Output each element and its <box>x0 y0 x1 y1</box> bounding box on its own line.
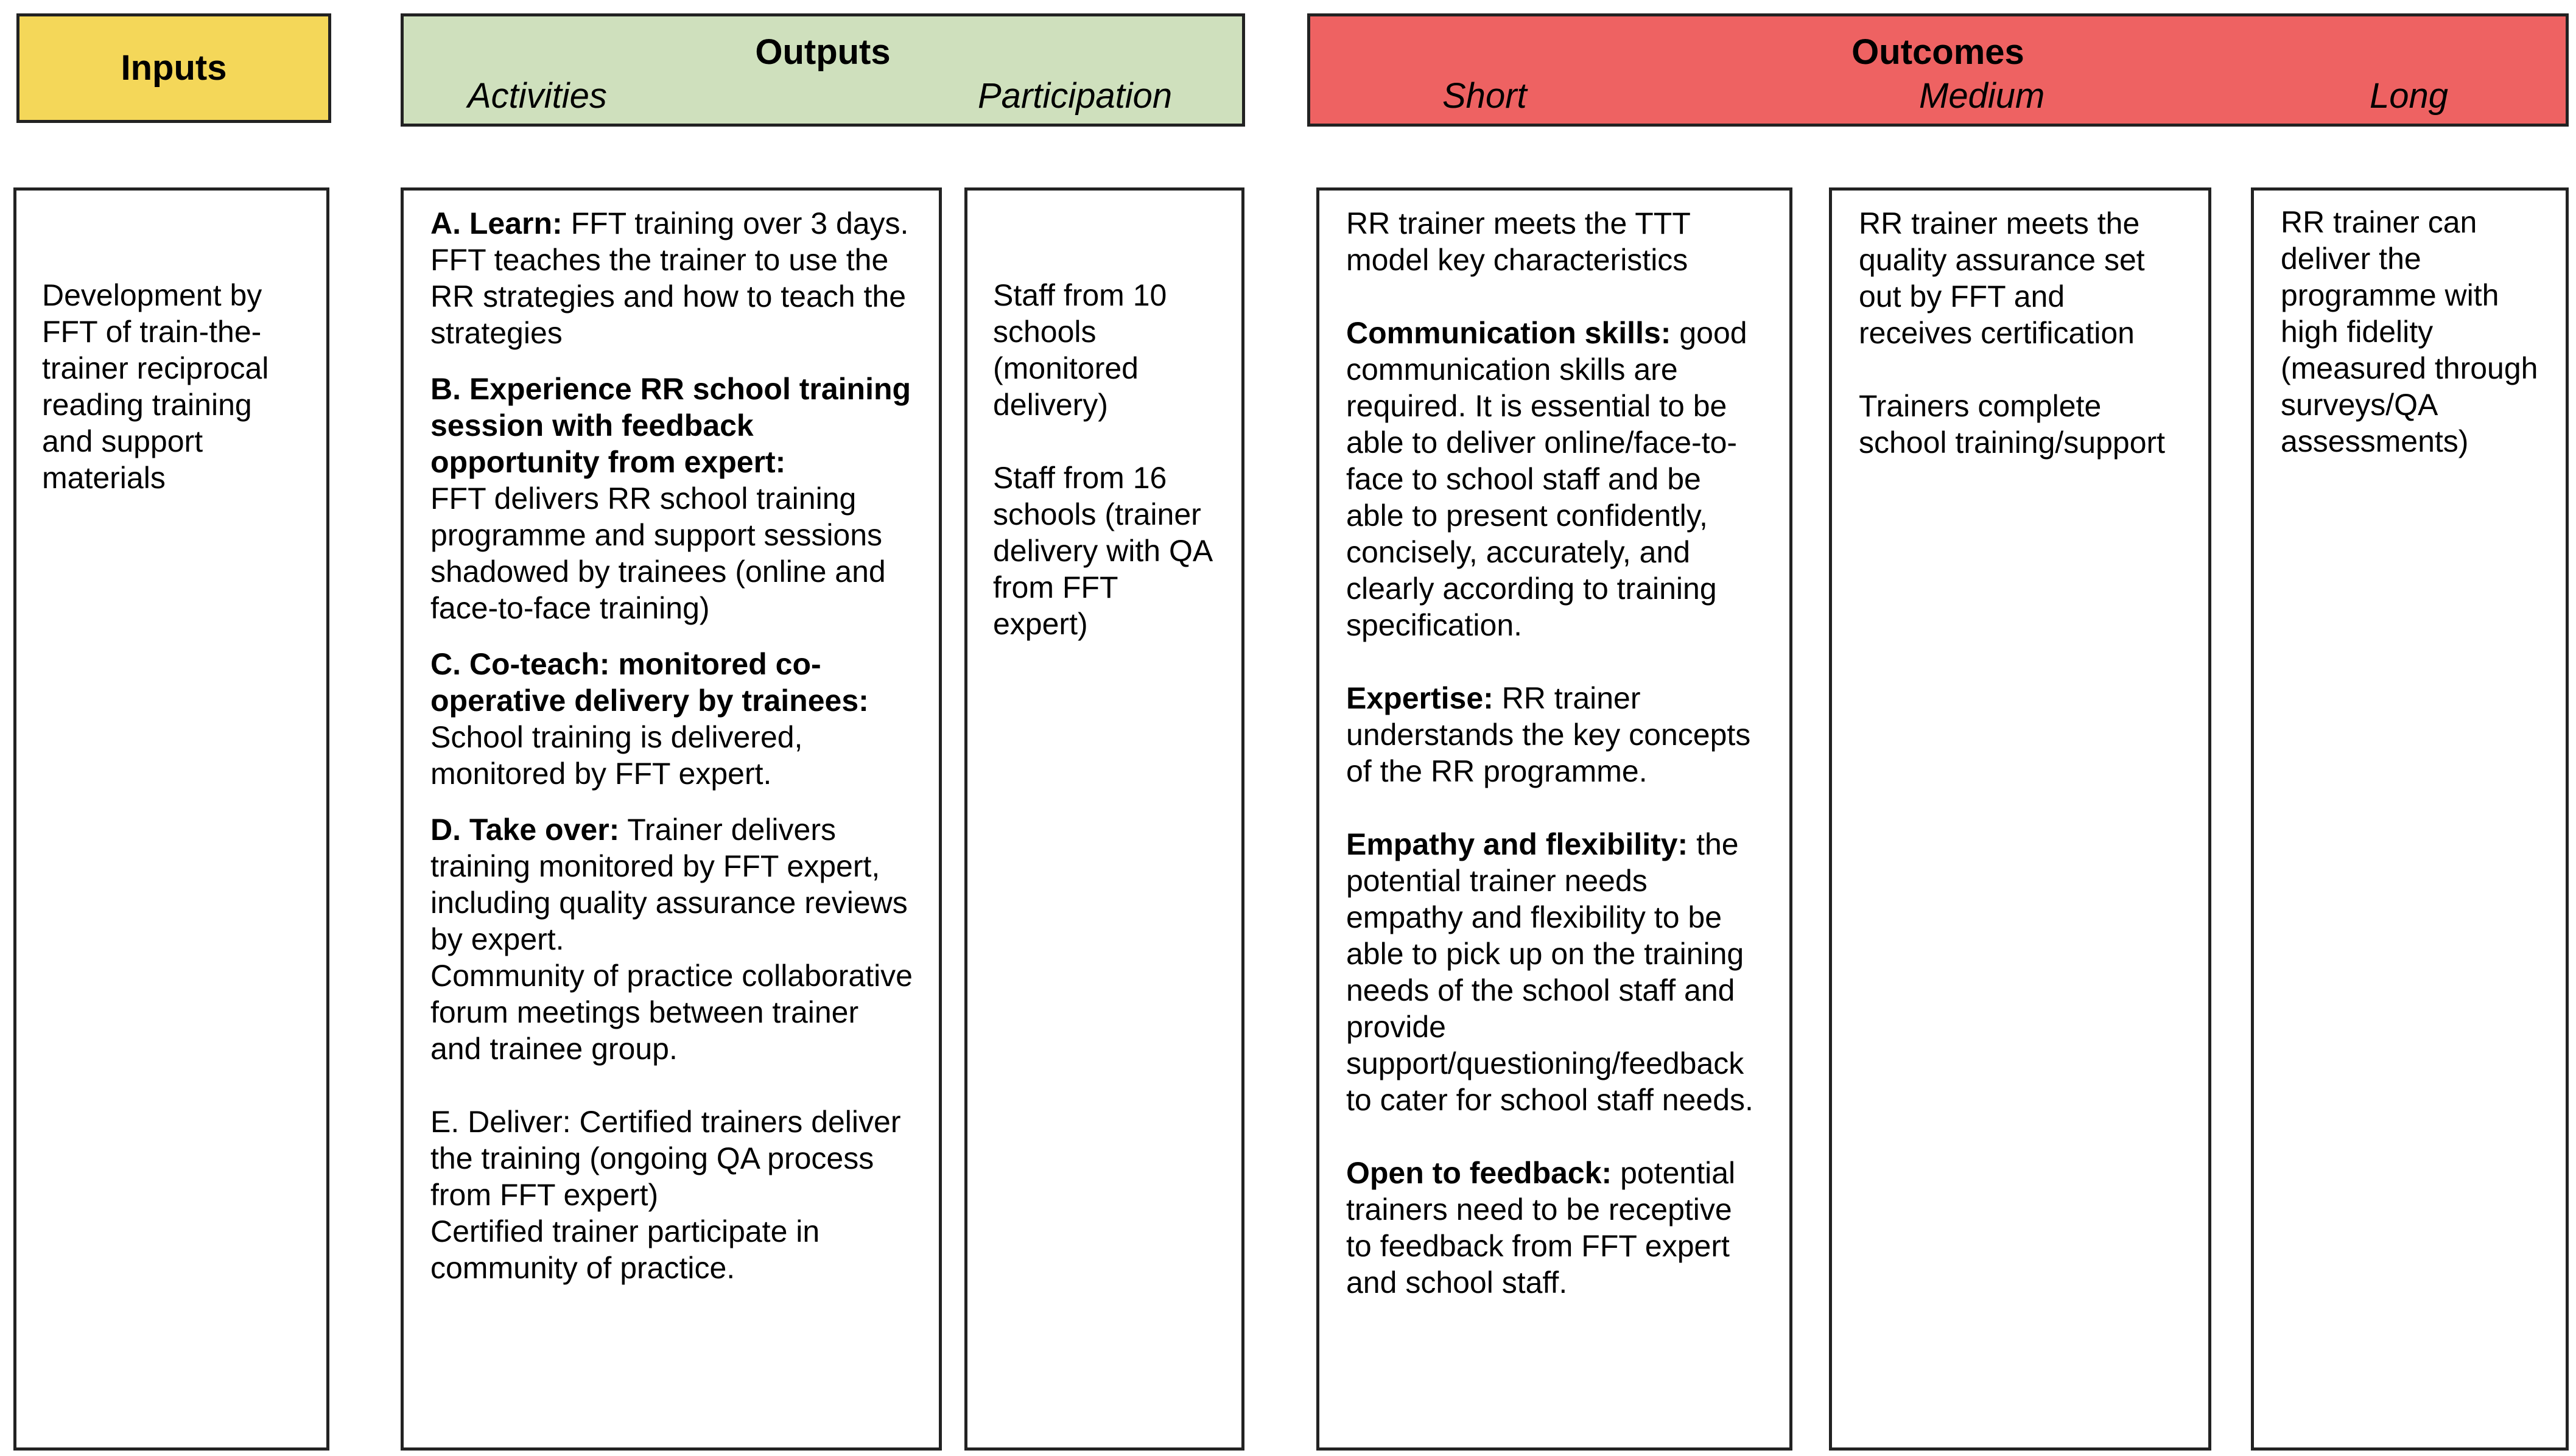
short-empathy-text: the potential trainer needs empathy and flexibility to be able to pick up on the training needs of the school staff and provide support/questioning/feedback to cater for school staff needs. <box>1346 827 1753 1117</box>
participation-box <box>964 187 1244 1451</box>
inputs-header-title: Inputs <box>121 48 227 88</box>
inputs-box <box>13 187 329 1451</box>
inputs-text: Development by FFT of train-the-trainer reciprocal reading training and support materials <box>42 278 269 495</box>
long-outcomes-box <box>2251 187 2569 1451</box>
participation-item-1: Staff from 10 schools (monitored delivery) <box>993 278 1167 422</box>
activity-a <box>430 205 914 351</box>
activity-d-text2: Community of practice collaborative forum meetings between trainer and trainee group. <box>430 959 913 1066</box>
short-communication-label: Communication skills: <box>1346 316 1671 350</box>
short-feedback <box>1346 1155 1765 1301</box>
activity-a-text: FFT training over 3 days. FFT teaches the trainer to use the RR strategies and how to teach the strategies <box>430 206 909 350</box>
short-intro: RR trainer meets the TTT model key characteristics <box>1346 206 1690 277</box>
long-text: RR trainer can deliver the programme with high fidelity (measured through surveys/QA assessments) <box>2281 205 2538 458</box>
short-subheader: Short <box>1442 76 1527 116</box>
short-outcomes-box <box>1316 187 1792 1451</box>
long-subheader: Long <box>2370 76 2449 116</box>
medium-item-1: RR trainer meets the quality assurance set out by FFT and receives certification <box>1859 206 2145 350</box>
inputs-header <box>16 13 331 123</box>
short-communication-text: good communication skills are required. It is essential to be able to deliver online/face-to-face to school staff and be able to present confidently, concisely, accurately, and clearly according to training specification. <box>1346 316 1747 642</box>
activity-d-text: Trainer delivers training monitored by FFT expert, including quality assurance reviews by expert. <box>430 813 908 956</box>
short-expertise-label: Expertise: <box>1346 681 1493 715</box>
outcomes-header-title: Outcomes <box>1851 32 2024 72</box>
short-feedback-text: potential trainers need to be receptive to feedback from FFT expert and school staff. <box>1346 1156 1736 1300</box>
short-empathy-label: Empathy and flexibility: <box>1346 827 1688 861</box>
short-communication <box>1346 315 1765 643</box>
short-expertise <box>1346 680 1765 789</box>
activity-b <box>430 371 914 626</box>
activity-e-text2: Certified trainer participate in community of practice. <box>430 1214 820 1285</box>
short-feedback-label: Open to feedback: <box>1346 1156 1612 1190</box>
activity-a-label: A. Learn: <box>430 206 563 240</box>
participation-subheader: Participation <box>978 76 1173 116</box>
activity-d <box>430 811 914 1067</box>
short-expertise-text: RR trainer understands the key concepts of the RR programme. <box>1346 681 1751 788</box>
activity-c <box>430 646 914 792</box>
activities-box <box>401 187 942 1451</box>
activity-b-label: B. Experience RR school training session with feedback opportunity from expert: <box>430 372 911 479</box>
activity-c-label: C. Co-teach: monitored co-operative delivery by trainees: <box>430 647 869 718</box>
activity-d-label: D. Take over: <box>430 813 620 847</box>
outputs-header-title: Outputs <box>755 32 891 72</box>
outcomes-header <box>1307 13 2569 127</box>
medium-item-2: Trainers complete school training/support <box>1859 389 2166 460</box>
medium-subheader: Medium <box>1919 76 2045 116</box>
participation-item-2: Staff from 16 schools (trainer delivery with QA from FFT expert) <box>993 461 1212 641</box>
activity-b-text: FFT delivers RR school training programme and support sessions shadowed by trainees (online and face-to-face training) <box>430 481 886 625</box>
activity-e-text: E. Deliver: Certified trainers deliver the training (ongoing QA process from FFT expert) <box>430 1105 901 1212</box>
activity-e <box>430 1104 914 1286</box>
activities-subheader: Activities <box>468 76 607 116</box>
outputs-header <box>401 13 1245 127</box>
short-empathy <box>1346 826 1765 1118</box>
activity-c-text: School training is delivered, monitored by FFT expert. <box>430 720 803 791</box>
medium-outcomes-box <box>1829 187 2211 1451</box>
